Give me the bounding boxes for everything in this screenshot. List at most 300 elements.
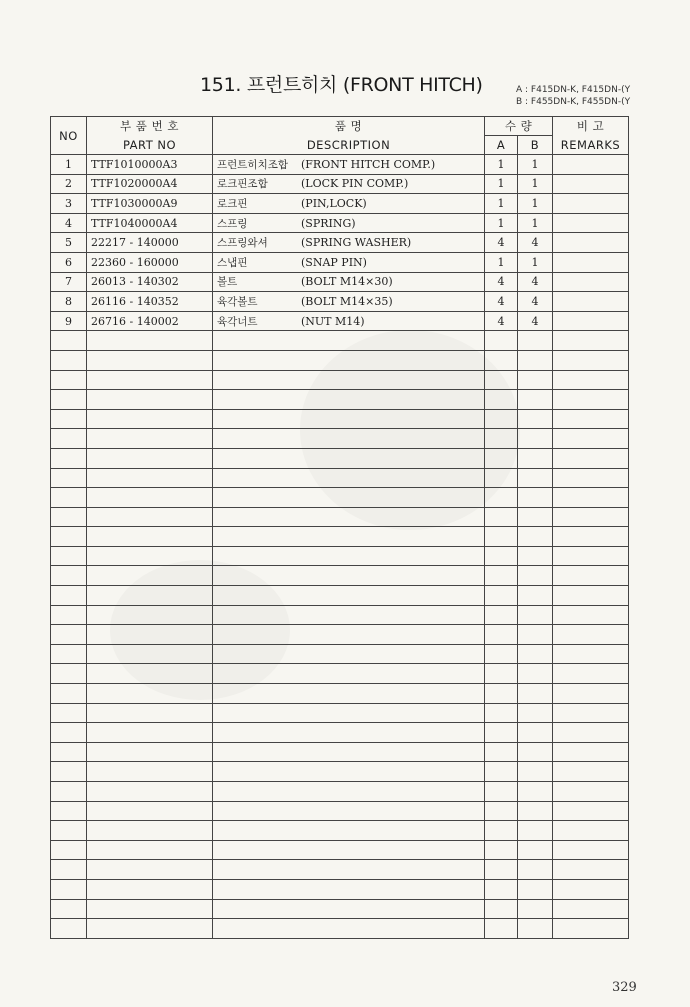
empty-table-row xyxy=(51,488,629,508)
empty-cell xyxy=(213,409,485,429)
empty-cell xyxy=(485,566,518,586)
empty-cell xyxy=(51,801,87,821)
empty-cell xyxy=(485,625,518,645)
table-row xyxy=(51,213,629,233)
empty-table-row xyxy=(51,821,629,841)
qty-b-cell: 4 xyxy=(518,292,553,312)
empty-cell xyxy=(518,448,553,468)
empty-cell xyxy=(485,370,518,390)
qty-b-cell: 1 xyxy=(518,252,553,272)
qty-a-cell: 1 xyxy=(485,194,518,214)
empty-cell xyxy=(213,801,485,821)
col-qty-b-header: B xyxy=(518,136,553,155)
empty-cell xyxy=(213,605,485,625)
table-row xyxy=(51,233,629,253)
empty-table-row xyxy=(51,919,629,939)
empty-cell xyxy=(87,782,213,802)
empty-cell xyxy=(553,644,629,664)
empty-cell xyxy=(87,644,213,664)
table-row xyxy=(51,272,629,292)
qty-a-cell: 4 xyxy=(485,311,518,331)
col-remarks-ko-header: 비 고 xyxy=(553,117,629,136)
empty-cell xyxy=(87,860,213,880)
row-no-cell: 7 xyxy=(51,272,87,292)
description-cell xyxy=(213,292,485,312)
page-number: 329 xyxy=(612,980,637,995)
empty-cell xyxy=(213,448,485,468)
empty-cell xyxy=(213,390,485,410)
empty-cell xyxy=(213,468,485,488)
qty-a-cell: 1 xyxy=(485,252,518,272)
empty-cell xyxy=(213,625,485,645)
empty-cell xyxy=(518,742,553,762)
empty-cell xyxy=(518,821,553,841)
empty-cell xyxy=(518,507,553,527)
empty-cell xyxy=(553,703,629,723)
col-no-header: NO xyxy=(51,117,87,155)
table-row xyxy=(51,194,629,214)
empty-cell xyxy=(213,703,485,723)
empty-cell xyxy=(553,919,629,939)
empty-cell xyxy=(87,664,213,684)
empty-cell xyxy=(213,586,485,606)
row-no-cell: 1 xyxy=(51,155,87,175)
empty-cell xyxy=(87,879,213,899)
empty-cell xyxy=(87,527,213,547)
empty-cell xyxy=(553,860,629,880)
empty-table-row xyxy=(51,801,629,821)
description-en: (BOLT M14×30) xyxy=(301,275,393,289)
empty-cell xyxy=(553,586,629,606)
empty-cell xyxy=(553,782,629,802)
part-number-cell: 26013 - 140302 xyxy=(87,272,213,292)
empty-cell xyxy=(51,723,87,743)
part-number-cell: TTF1030000A9 xyxy=(87,194,213,214)
empty-cell xyxy=(518,860,553,880)
empty-cell xyxy=(518,409,553,429)
empty-cell xyxy=(213,644,485,664)
description-cell xyxy=(213,174,485,194)
empty-cell xyxy=(213,546,485,566)
empty-cell xyxy=(213,840,485,860)
empty-cell xyxy=(51,919,87,939)
empty-table-row xyxy=(51,860,629,880)
description-cell xyxy=(213,272,485,292)
empty-cell xyxy=(51,566,87,586)
row-no-cell: 8 xyxy=(51,292,87,312)
col-qty-a-header: A xyxy=(485,136,518,155)
col-qty-header: 수 량 xyxy=(485,117,553,136)
qty-b-cell: 4 xyxy=(518,311,553,331)
empty-table-row xyxy=(51,390,629,410)
empty-cell xyxy=(553,684,629,704)
col-desc-ko-header: 품 명 xyxy=(213,117,485,136)
empty-cell xyxy=(485,409,518,429)
empty-cell xyxy=(51,742,87,762)
empty-cell xyxy=(518,586,553,606)
empty-cell xyxy=(51,703,87,723)
col-desc-en-header: DESCRIPTION xyxy=(213,136,485,155)
empty-cell xyxy=(553,625,629,645)
empty-cell xyxy=(485,448,518,468)
remarks-cell xyxy=(553,155,629,175)
part-number-cell: TTF1020000A4 xyxy=(87,174,213,194)
empty-cell xyxy=(213,331,485,351)
page-title: 151. 프런트히치 (FRONT HITCH) xyxy=(200,74,483,96)
empty-table-row xyxy=(51,586,629,606)
empty-cell xyxy=(213,879,485,899)
empty-cell xyxy=(553,488,629,508)
empty-cell xyxy=(553,468,629,488)
description-ko: 볼트 xyxy=(217,276,238,289)
qty-a-cell: 4 xyxy=(485,233,518,253)
empty-table-row xyxy=(51,879,629,899)
empty-cell xyxy=(213,527,485,547)
description-en: (FRONT HITCH COMP.) xyxy=(301,157,436,171)
empty-cell xyxy=(518,723,553,743)
empty-cell xyxy=(518,331,553,351)
description-en: (LOCK PIN COMP.) xyxy=(301,177,409,191)
empty-cell xyxy=(485,488,518,508)
empty-cell xyxy=(518,566,553,586)
description-cell xyxy=(213,311,485,331)
qty-b-cell: 1 xyxy=(518,155,553,175)
empty-cell xyxy=(485,899,518,919)
empty-cell xyxy=(553,331,629,351)
empty-cell xyxy=(51,448,87,468)
empty-cell xyxy=(518,370,553,390)
empty-table-row xyxy=(51,840,629,860)
remarks-cell xyxy=(553,174,629,194)
empty-cell xyxy=(485,840,518,860)
empty-cell xyxy=(51,507,87,527)
empty-cell xyxy=(87,546,213,566)
empty-table-row xyxy=(51,762,629,782)
empty-cell xyxy=(553,546,629,566)
description-en: (SPRING WASHER) xyxy=(301,236,412,250)
empty-cell xyxy=(213,507,485,527)
empty-cell xyxy=(485,331,518,351)
empty-cell xyxy=(518,879,553,899)
empty-cell xyxy=(553,762,629,782)
empty-cell xyxy=(51,546,87,566)
empty-cell xyxy=(553,370,629,390)
empty-cell xyxy=(87,821,213,841)
remarks-cell xyxy=(553,272,629,292)
description-cell xyxy=(213,155,485,175)
empty-cell xyxy=(553,507,629,527)
empty-cell xyxy=(485,468,518,488)
empty-cell xyxy=(51,370,87,390)
empty-cell xyxy=(518,703,553,723)
empty-cell xyxy=(87,899,213,919)
empty-cell xyxy=(51,684,87,704)
empty-cell xyxy=(87,684,213,704)
empty-cell xyxy=(485,684,518,704)
col-part-no-ko-header: 부 품 번 호 xyxy=(87,117,213,136)
qty-a-cell: 1 xyxy=(485,155,518,175)
table-row xyxy=(51,292,629,312)
empty-cell xyxy=(213,429,485,449)
empty-table-row xyxy=(51,742,629,762)
empty-cell xyxy=(553,527,629,547)
empty-cell xyxy=(553,821,629,841)
empty-cell xyxy=(51,468,87,488)
empty-cell xyxy=(518,605,553,625)
empty-cell xyxy=(518,468,553,488)
description-en: (PIN,LOCK) xyxy=(301,196,367,210)
empty-cell xyxy=(518,840,553,860)
empty-cell xyxy=(87,625,213,645)
description-cell xyxy=(213,213,485,233)
empty-cell xyxy=(485,586,518,606)
empty-cell xyxy=(51,586,87,606)
empty-cell xyxy=(518,664,553,684)
empty-cell xyxy=(518,546,553,566)
empty-cell xyxy=(553,605,629,625)
empty-cell xyxy=(518,801,553,821)
empty-table-row xyxy=(51,625,629,645)
remarks-cell xyxy=(553,213,629,233)
remarks-cell xyxy=(553,194,629,214)
table-row xyxy=(51,252,629,272)
description-cell xyxy=(213,233,485,253)
qty-a-cell: 4 xyxy=(485,292,518,312)
empty-cell xyxy=(87,350,213,370)
row-no-cell: 5 xyxy=(51,233,87,253)
empty-cell xyxy=(87,566,213,586)
empty-cell xyxy=(485,390,518,410)
empty-cell xyxy=(518,919,553,939)
empty-table-row xyxy=(51,527,629,547)
empty-cell xyxy=(51,644,87,664)
empty-cell xyxy=(87,840,213,860)
empty-cell xyxy=(213,742,485,762)
description-ko: 스프링와셔 xyxy=(217,237,268,250)
empty-table-row xyxy=(51,370,629,390)
empty-cell xyxy=(213,350,485,370)
empty-cell xyxy=(87,742,213,762)
qty-b-cell: 1 xyxy=(518,194,553,214)
empty-table-row xyxy=(51,468,629,488)
description-ko: 육각너트 xyxy=(217,315,258,328)
parts-table xyxy=(50,116,629,939)
empty-table-row xyxy=(51,723,629,743)
part-number-cell: 22217 - 140000 xyxy=(87,233,213,253)
qty-b-cell: 1 xyxy=(518,213,553,233)
empty-cell xyxy=(51,664,87,684)
empty-cell xyxy=(87,488,213,508)
empty-cell xyxy=(87,605,213,625)
description-ko: 로크핀 xyxy=(217,197,248,210)
qty-a-cell: 1 xyxy=(485,174,518,194)
empty-cell xyxy=(87,468,213,488)
empty-cell xyxy=(51,527,87,547)
empty-table-row xyxy=(51,703,629,723)
row-no-cell: 2 xyxy=(51,174,87,194)
empty-cell xyxy=(518,899,553,919)
description-ko: 육각볼트 xyxy=(217,295,258,308)
empty-cell xyxy=(485,350,518,370)
description-ko: 프런트히치조합 xyxy=(217,158,289,171)
empty-cell xyxy=(518,429,553,449)
empty-cell xyxy=(485,801,518,821)
empty-cell xyxy=(485,742,518,762)
description-ko: 로크핀조합 xyxy=(217,178,268,191)
empty-cell xyxy=(485,782,518,802)
remarks-cell xyxy=(553,252,629,272)
description-cell xyxy=(213,252,485,272)
empty-cell xyxy=(87,801,213,821)
empty-table-row xyxy=(51,684,629,704)
empty-cell xyxy=(518,625,553,645)
empty-cell xyxy=(213,664,485,684)
empty-table-row xyxy=(51,566,629,586)
empty-cell xyxy=(485,879,518,899)
empty-cell xyxy=(213,762,485,782)
description-en: (SPRING) xyxy=(301,216,356,230)
empty-cell xyxy=(518,644,553,664)
part-number-cell: 26716 - 140002 xyxy=(87,311,213,331)
empty-cell xyxy=(87,703,213,723)
empty-cell xyxy=(485,821,518,841)
empty-cell xyxy=(51,350,87,370)
empty-cell xyxy=(518,350,553,370)
empty-cell xyxy=(553,566,629,586)
empty-table-row xyxy=(51,331,629,351)
empty-table-row xyxy=(51,782,629,802)
empty-cell xyxy=(518,762,553,782)
empty-cell xyxy=(51,821,87,841)
empty-cell xyxy=(51,625,87,645)
empty-table-row xyxy=(51,409,629,429)
parts-table-header xyxy=(51,117,629,155)
empty-cell xyxy=(485,507,518,527)
empty-cell xyxy=(87,448,213,468)
empty-cell xyxy=(87,507,213,527)
empty-cell xyxy=(87,586,213,606)
empty-cell xyxy=(213,488,485,508)
empty-cell xyxy=(51,390,87,410)
empty-cell xyxy=(213,566,485,586)
row-no-cell: 4 xyxy=(51,213,87,233)
empty-cell xyxy=(553,801,629,821)
empty-cell xyxy=(213,684,485,704)
qty-b-cell: 1 xyxy=(518,174,553,194)
qty-b-cell: 4 xyxy=(518,272,553,292)
empty-cell xyxy=(485,429,518,449)
empty-cell xyxy=(213,860,485,880)
empty-cell xyxy=(213,723,485,743)
empty-cell xyxy=(518,782,553,802)
empty-cell xyxy=(87,762,213,782)
empty-cell xyxy=(87,331,213,351)
empty-table-row xyxy=(51,429,629,449)
empty-cell xyxy=(213,821,485,841)
empty-cell xyxy=(553,723,629,743)
empty-cell xyxy=(87,919,213,939)
empty-cell xyxy=(51,899,87,919)
remarks-cell xyxy=(553,292,629,312)
empty-cell xyxy=(553,429,629,449)
empty-cell xyxy=(553,350,629,370)
model-a: A : F415DN-K, F415DN-(Y xyxy=(516,85,631,95)
empty-cell xyxy=(553,840,629,860)
empty-cell xyxy=(485,860,518,880)
empty-cell xyxy=(51,605,87,625)
empty-cell xyxy=(553,664,629,684)
empty-cell xyxy=(553,448,629,468)
col-part-no-en-header: PART NO xyxy=(87,136,213,155)
qty-b-cell: 4 xyxy=(518,233,553,253)
empty-cell xyxy=(51,782,87,802)
row-no-cell: 9 xyxy=(51,311,87,331)
empty-cell xyxy=(485,723,518,743)
table-row xyxy=(51,311,629,331)
empty-cell xyxy=(485,703,518,723)
empty-cell xyxy=(485,605,518,625)
row-no-cell: 3 xyxy=(51,194,87,214)
empty-table-row xyxy=(51,605,629,625)
col-remarks-en-header: REMARKS xyxy=(553,136,629,155)
empty-cell xyxy=(51,331,87,351)
part-number-cell: 22360 - 160000 xyxy=(87,252,213,272)
empty-cell xyxy=(87,370,213,390)
description-en: (SNAP PIN) xyxy=(301,255,367,269)
part-number-cell: TTF1010000A3 xyxy=(87,155,213,175)
empty-table-row xyxy=(51,350,629,370)
empty-cell xyxy=(485,664,518,684)
part-number-cell: 26116 - 140352 xyxy=(87,292,213,312)
empty-cell xyxy=(51,762,87,782)
empty-cell xyxy=(518,684,553,704)
empty-cell xyxy=(213,370,485,390)
part-number-cell: TTF1040000A4 xyxy=(87,213,213,233)
description-en: (NUT M14) xyxy=(301,314,365,328)
empty-cell xyxy=(51,879,87,899)
empty-table-row xyxy=(51,644,629,664)
qty-a-cell: 4 xyxy=(485,272,518,292)
parts-table-body xyxy=(51,155,629,939)
row-no-cell: 6 xyxy=(51,252,87,272)
empty-cell xyxy=(485,644,518,664)
empty-table-row xyxy=(51,507,629,527)
empty-cell xyxy=(213,919,485,939)
description-en: (BOLT M14×35) xyxy=(301,294,393,308)
empty-cell xyxy=(87,723,213,743)
empty-table-row xyxy=(51,899,629,919)
empty-cell xyxy=(518,390,553,410)
empty-cell xyxy=(485,762,518,782)
empty-cell xyxy=(553,742,629,762)
description-cell xyxy=(213,194,485,214)
empty-cell xyxy=(485,546,518,566)
empty-cell xyxy=(553,899,629,919)
empty-cell xyxy=(87,409,213,429)
empty-cell xyxy=(213,782,485,802)
description-ko: 스냅핀 xyxy=(217,256,248,269)
empty-cell xyxy=(51,409,87,429)
empty-table-row xyxy=(51,664,629,684)
model-b: B : F455DN-K, F455DN-(Y xyxy=(516,97,631,107)
empty-cell xyxy=(51,860,87,880)
empty-cell xyxy=(213,899,485,919)
empty-table-row xyxy=(51,448,629,468)
empty-cell xyxy=(51,429,87,449)
table-row xyxy=(51,155,629,175)
empty-cell xyxy=(485,527,518,547)
empty-cell xyxy=(553,409,629,429)
